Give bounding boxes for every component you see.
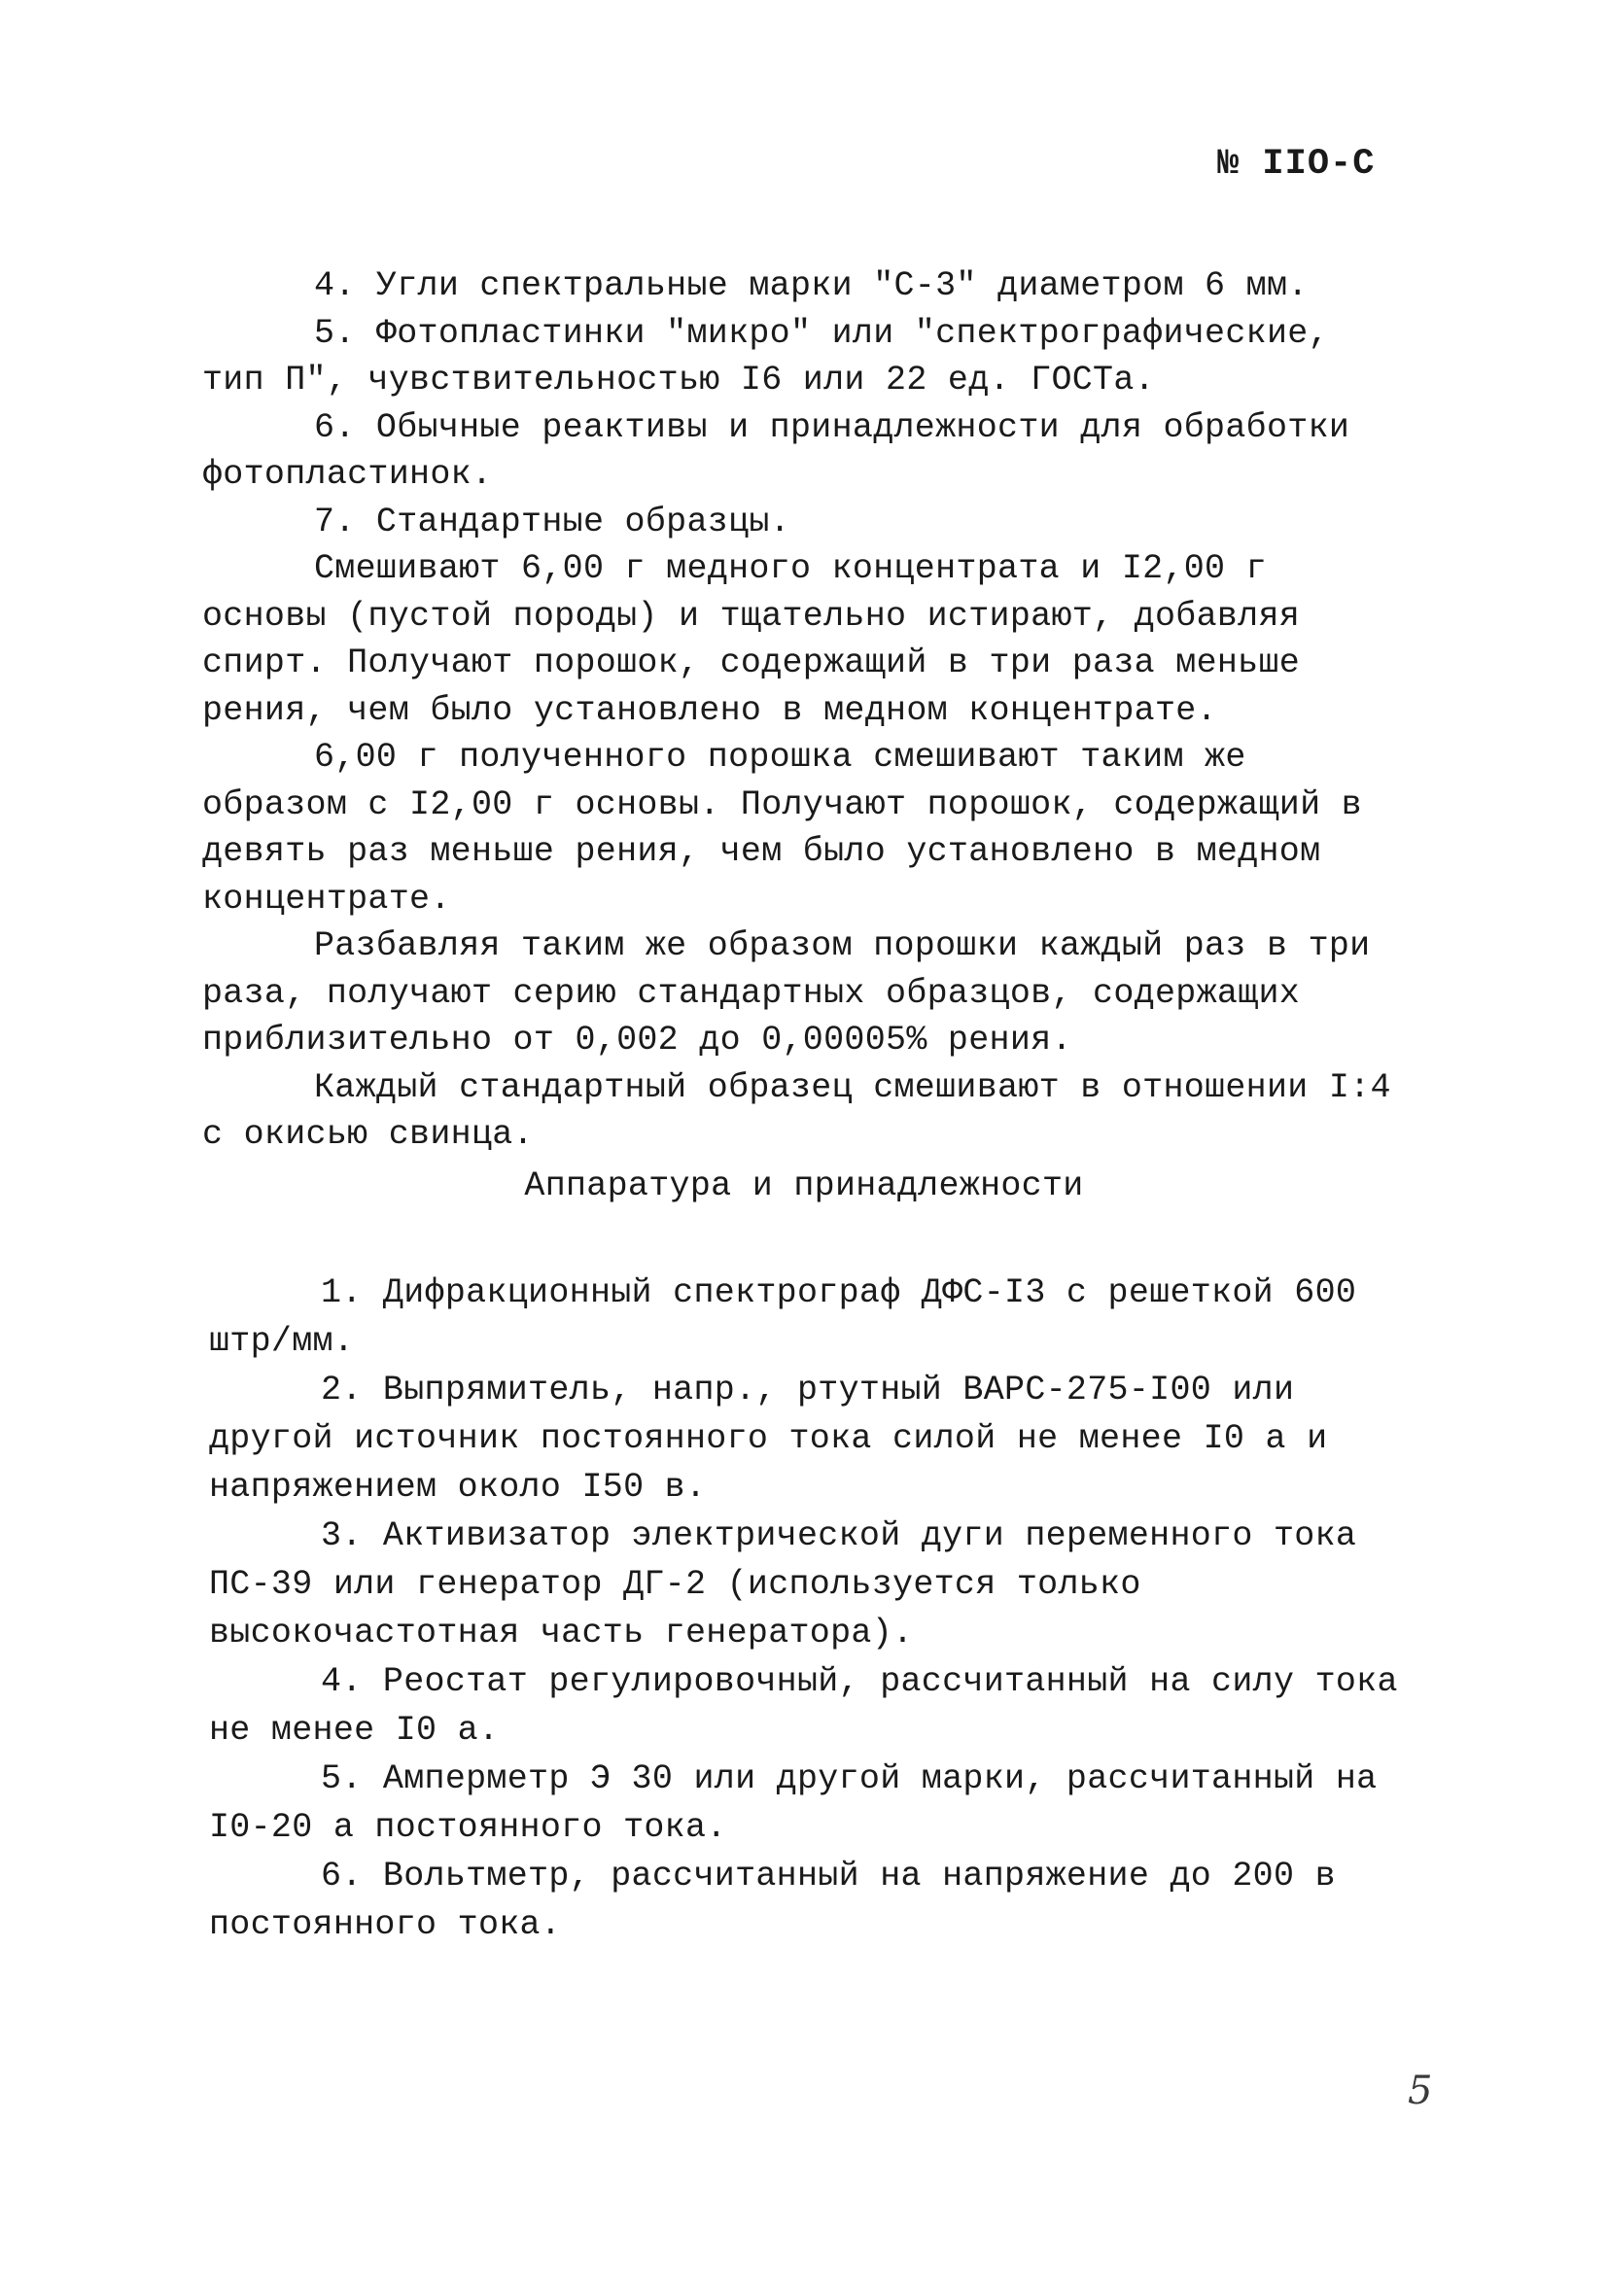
paragraph: Разбавляя таким же образом порошки каждый раз в три раза, получают серию стандартных образцов, содержащих приблизительно от 0,002 до 0,00005% рения. — [202, 926, 1371, 1060]
section-heading: Аппаратура и принадлежности — [524, 1166, 1084, 1205]
list-item: 3. Активизатор электрической дуги переменного тока ПС-39 или генератор ДГ-2 (используется только высокочастотная часть генератора). — [209, 1516, 1357, 1652]
list-item: 5. Амперметр Э 30 или другой марки, рассчитанный на I0-20 а постоянного тока. — [209, 1759, 1378, 1847]
list-item: 5. Фотопластинки "микро" или "спектрографические, тип П", чувствительностью I6 или 22 ед. ГОСТа. — [202, 313, 1329, 400]
list-item: 6. Вольтметр, рассчитанный на напряжение до 200 в постоянного тока. — [209, 1857, 1336, 1944]
paragraph: Каждый стандартный образец смешивают в отношении I:4 с окисью свинца. — [202, 1067, 1391, 1154]
apparatus-list — [209, 1269, 1405, 1949]
list-item: 2. Выпрямитель, напр., ртутный ВАРС-275-I00 или другой источник постоянного тока силой не менее I0 а и напряжением около I50 в. — [209, 1371, 1328, 1507]
list-item: 6. Обычные реактивы и принадлежности для обработки фотопластинок. — [202, 407, 1350, 494]
paragraph: Смешивают 6,00 г медного концентрата и I2,00 г основы (пустой породы) и тщательно истирают, добавляя спирт. Получают порошок, содержащий в три раза меньше рения, чем было установлено в медном концентрате. — [202, 549, 1301, 730]
list-item: 4. Реостат регулировочный, рассчитанный на силу тока не менее I0 а. — [209, 1662, 1398, 1750]
page-number: 5 — [1408, 2069, 1433, 2113]
list-item: 7. Стандартные образцы. — [314, 502, 790, 541]
list-item: 4. Угли спектральные марки "C-3" диаметром 6 мм. — [314, 266, 1309, 305]
paragraph: 6,00 г полученного порошка смешивают таким же образом с I2,00 г основы. Получают порошок, содержащий в девять раз меньше рения, чем было установлено в медном концентрате. — [202, 738, 1362, 919]
document-number: № IIO-C — [1217, 144, 1376, 185]
materials-list — [202, 262, 1398, 1159]
list-item: 1. Дифракционный спектрограф ДФС-I3 с решеткой 600 штр/мм. — [209, 1273, 1357, 1361]
